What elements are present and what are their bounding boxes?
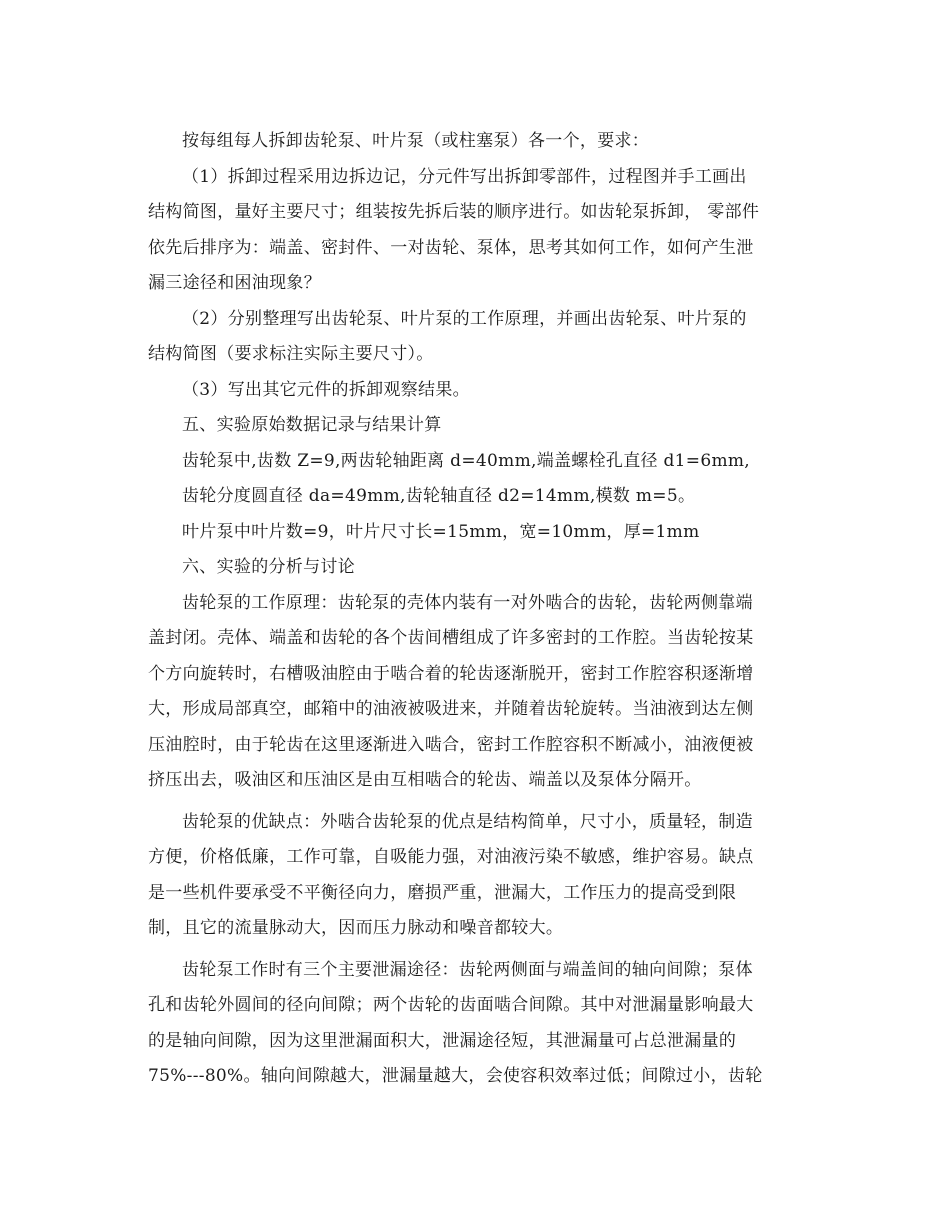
text-line: 压油腔时，由于轮齿在这里逐渐进入啮合，密封工作腔容积不断减小，油液便被 [148, 734, 754, 755]
text-line: 孔和齿轮外圆间的径向间隙；两个齿轮的齿面啮合间隙。其中对泄漏量影响最大 [148, 995, 754, 1015]
text-line: 按每组每人拆卸齿轮泵、叶片泵（或柱塞泵）各一个，要求： [182, 131, 650, 151]
text-line: 是一些机件要承受不平衡径向力，磨损严重，泄漏大，工作压力的提高受到限 [148, 882, 737, 903]
text-line: 齿轮泵的优缺点：外啮合齿轮泵的优点是结构简单，尺寸小，质量轻，制造 [182, 811, 753, 832]
text-line: 齿轮分度圆直径 da=49mm,齿轮轴直径 d2=14mm,模数 m=5。 [182, 486, 696, 506]
requirement-2-paragraph [148, 302, 813, 373]
text-line: 漏三途径和困油现象？ [148, 273, 321, 293]
text-line: 依先后排序为：端盖、密封件、一对齿轮、泵体，思考其如何工作，如何产生泄 [148, 237, 754, 258]
text-line: 结构简图（要求标注实际主要尺寸）。 [148, 344, 434, 364]
text-line: 75%---80%。轴向间隙越大，泄漏量越大，会使容积效率过低；间隙过小，齿轮 [148, 1066, 763, 1086]
text-line: 的是轴向间隙，因为这里泄漏面积大，泄漏途径短，其泄漏量可占总泄漏量的 [148, 1030, 737, 1051]
leakage-paragraph [148, 953, 813, 1095]
text-line: 制，且它的流量脉动大，因而压力脉动和噪音都较大。 [148, 918, 564, 938]
text-line: （2）分别整理写出齿轮泵、叶片泵的工作原理，并画出齿轮泵、叶片泵的 [182, 308, 747, 329]
text-line: 盖封闭。壳体、端盖和齿轮的各个齿间槽组成了许多密封的工作腔。当齿轮按某 [148, 628, 754, 648]
requirement-1-paragraph [148, 160, 813, 302]
section-5-heading [148, 408, 813, 444]
text-line: 结构简图，量好主要尺寸；组装按先拆后装的顺序进行。如齿轮泵拆卸， 零部件 [148, 202, 760, 222]
text-line: 齿轮泵中,齿数 Z=9,两齿轮轴距离 d=40mm,端盖螺栓孔直径 d1=6mm, [182, 450, 750, 471]
text-line: 齿轮泵工作时有三个主要泄漏途径：齿轮两侧面与端盖间的轴向间隙；泵体 [182, 959, 753, 980]
text-line: 方便，价格低廉，工作可靠，自吸能力强，对油液污染不敏感，维护容易。缺点 [148, 847, 754, 867]
data-line-2 [148, 479, 813, 515]
text-line: 叶片泵中叶片数=9，叶片尺寸长=15mm，宽=10mm，厚=1mm [182, 521, 700, 542]
requirement-3-paragraph [148, 373, 813, 409]
section-heading: 五、实验原始数据记录与结果计算 [182, 415, 442, 435]
data-line-3 [148, 515, 813, 551]
text-line: 齿轮泵的工作原理：齿轮泵的壳体内装有一对外啮合的齿轮，齿轮两侧靠端 [182, 592, 753, 613]
pros-cons-paragraph [148, 805, 813, 947]
intro-paragraph [148, 124, 813, 160]
data-line-1 [148, 444, 813, 480]
section-6-heading [148, 550, 813, 586]
document-body [148, 124, 813, 1095]
text-line: （1）拆卸过程采用边拆边记，分元件写出拆卸零部件，过程图并手工画出 [182, 166, 747, 187]
text-line: 大，形成局部真空，邮箱中的油液被吸进来，并随着齿轮旋转。当油液到达左侧 [148, 699, 754, 719]
working-principle-paragraph [148, 586, 813, 799]
text-line: （3）写出其它元件的拆卸观察结果。 [182, 379, 470, 400]
text-line: 挤压出去，吸油区和压油区是由互相啮合的轮齿、端盖以及泵体分隔开。 [148, 770, 702, 790]
section-heading: 六、实验的分析与讨论 [182, 557, 355, 577]
text-line: 个方向旋转时，右槽吸油腔由于啮合着的轮齿逐渐脱开，密封工作腔容积逐渐增 [148, 663, 754, 684]
